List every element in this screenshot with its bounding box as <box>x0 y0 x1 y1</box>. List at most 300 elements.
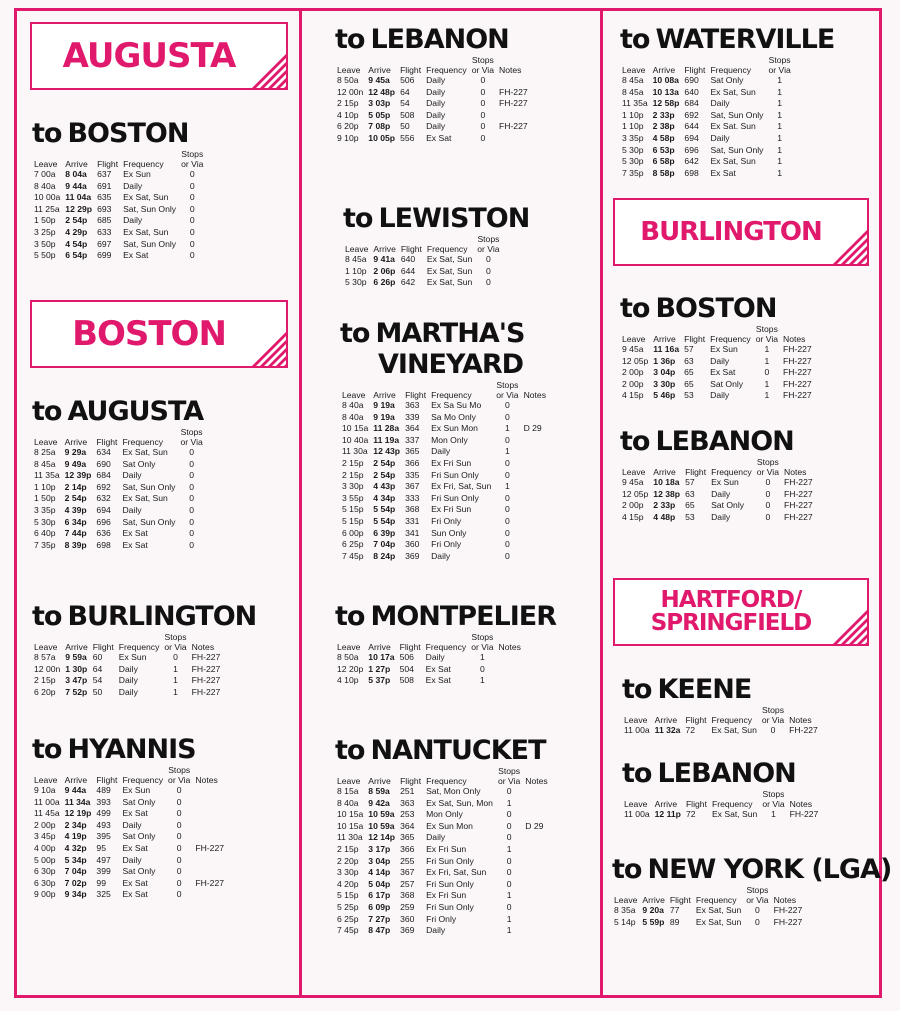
leave-time: 2 15p <box>337 98 359 109</box>
flight-number: 325 <box>96 889 111 900</box>
notes: FH-227 <box>789 809 819 819</box>
stops: 0 <box>480 75 486 85</box>
leave-time: 12 00n <box>34 663 61 674</box>
table-row <box>622 477 818 489</box>
header-row-top <box>622 457 818 467</box>
table-row <box>337 121 533 133</box>
schedule-table <box>614 885 807 928</box>
leave-time: 2 15p <box>337 843 359 854</box>
leave-time: 7 45p <box>342 550 364 561</box>
notes <box>525 844 552 856</box>
header-spacer <box>368 632 399 642</box>
flight-number: 57 <box>684 344 694 354</box>
header-flight: Flight <box>400 65 422 75</box>
table-row <box>337 75 533 87</box>
header-spacer <box>342 380 373 390</box>
header-spacer <box>624 789 655 799</box>
leave-time: 8 40a <box>337 797 359 808</box>
frequency: Daily <box>710 98 730 109</box>
header-flight: Flight <box>400 776 422 786</box>
leave-time: 3 55p <box>342 492 364 503</box>
header-stops: Stops <box>746 885 769 895</box>
header-or-via: or Via <box>762 799 785 809</box>
destination-title <box>32 603 256 630</box>
arrive-time: 11 28a <box>373 423 400 434</box>
header-spacer <box>790 789 824 799</box>
leave-time: 6 25p <box>342 539 364 550</box>
leave-time: 7 00a <box>34 169 56 179</box>
notes <box>499 75 533 87</box>
table-row <box>337 675 526 687</box>
header-or-via: or Via <box>471 642 494 652</box>
frequency: Ex Sat, Sun <box>122 493 168 504</box>
frequency: Sun Only <box>431 527 467 538</box>
frequency: Daily <box>426 109 446 120</box>
header-row-top <box>34 632 225 642</box>
table-row <box>34 447 208 459</box>
flight-number: 556 <box>400 132 415 143</box>
header-spacer <box>670 885 696 895</box>
frequency: Ex Sun Mon <box>431 423 478 434</box>
header-notes: Notes <box>525 776 548 786</box>
leave-time: 5 00p <box>34 854 56 865</box>
header-spacer <box>400 632 426 642</box>
header-stops: Stops <box>768 55 791 65</box>
header-notes: Notes <box>498 642 521 652</box>
stops: 0 <box>765 477 771 487</box>
schedule-table <box>337 632 526 687</box>
stops: 0 <box>189 516 194 527</box>
header-spacer <box>774 885 808 895</box>
stops: 0 <box>189 250 195 261</box>
arrive-time: 5 37p <box>368 675 391 686</box>
stops: 0 <box>176 877 182 888</box>
frequency: Sat Only <box>710 378 744 389</box>
notes <box>524 446 551 458</box>
stops: 0 <box>189 447 194 457</box>
arrive-time: 2 38p <box>652 121 675 132</box>
stops: 0 <box>505 400 510 410</box>
table-row <box>34 250 208 262</box>
header-leave: Leave <box>622 65 646 75</box>
stops: 1 <box>764 390 770 401</box>
destination-name: LEBANON <box>657 758 796 789</box>
arrive-time: 4 32p <box>64 842 87 853</box>
frequency: Ex Sat. Sun <box>710 121 756 132</box>
stops: 0 <box>189 169 195 179</box>
stops: 0 <box>765 488 771 499</box>
header-frequency: Frequency <box>710 65 752 75</box>
header-notes: Notes <box>783 334 806 344</box>
table-row <box>34 493 208 505</box>
leave-time: 7 35p <box>622 167 644 178</box>
flight-number: 253 <box>400 809 415 820</box>
schedule-hfd-keene <box>622 676 823 737</box>
flight-number: 53 <box>684 390 694 401</box>
leave-time: 1 50p <box>34 493 56 504</box>
notes <box>499 664 526 676</box>
arrive-time: 12 11p <box>654 809 681 819</box>
destination-to-prefix: to <box>343 203 373 234</box>
arrive-time: 4 29p <box>65 226 88 237</box>
header-arrive: Arrive <box>64 775 88 785</box>
frequency: Daily <box>710 355 730 366</box>
header-frequency: Frequency <box>122 775 164 785</box>
destination-title <box>335 26 533 53</box>
notes <box>499 133 533 145</box>
leave-time: 5 15p <box>342 515 364 526</box>
notes: D 29 <box>523 423 542 434</box>
table-row <box>342 504 551 516</box>
header-spacer <box>524 380 551 390</box>
schedule-table <box>622 55 796 179</box>
leave-time: 7 45p <box>337 925 359 936</box>
flight-number: 637 <box>97 169 112 179</box>
header-row-top <box>337 766 553 776</box>
header-row <box>624 715 823 725</box>
flight-number: 635 <box>97 192 112 203</box>
header-spacer <box>614 885 642 895</box>
stops: 1 <box>777 109 782 120</box>
header-row-top <box>345 234 505 244</box>
stops: 0 <box>176 808 182 819</box>
leave-time: 11 45a <box>34 808 60 819</box>
stops: 0 <box>506 855 512 866</box>
header-spacer <box>93 632 119 642</box>
header-spacer <box>711 457 757 467</box>
header-spacer <box>34 765 65 775</box>
frequency: Ex Sat, Sun <box>711 725 757 735</box>
stops: 0 <box>189 528 194 539</box>
header-stops: Stops <box>498 766 521 776</box>
frequency: Daily <box>118 675 138 686</box>
stripe-decoration <box>247 49 287 89</box>
frequency: Ex Sat, Sun <box>122 447 168 457</box>
leave-time: 10 15a <box>342 423 369 434</box>
destination-to-prefix: to <box>622 758 652 789</box>
flight-number: 255 <box>400 855 415 866</box>
header-spacer <box>122 427 180 437</box>
notes: FH-227 <box>773 905 803 915</box>
header-stops: Stops <box>762 789 785 799</box>
arrive-time: 3 30p <box>653 378 676 389</box>
frequency: Ex Sat <box>122 889 148 900</box>
arrive-time: 8 59a <box>368 786 390 796</box>
stops: 0 <box>770 725 776 735</box>
arrive-time: 7 52p <box>65 686 88 697</box>
destination-to-prefix: to <box>32 396 62 427</box>
schedule-btv-lebanon <box>620 428 818 523</box>
frequency: Ex Sat, Sun <box>426 265 473 276</box>
arrive-time: 8 39p <box>64 539 87 550</box>
stops: 1 <box>777 86 782 97</box>
stops: 1 <box>777 121 782 132</box>
destination-to-prefix: to <box>335 24 365 55</box>
table-row <box>342 435 551 447</box>
notes <box>499 110 533 122</box>
arrive-time: 11 34a <box>64 796 91 807</box>
frequency: Daily <box>122 819 142 830</box>
arrive-time: 1 36p <box>653 355 676 366</box>
notes: FH-227 <box>783 500 813 511</box>
frequency: Ex Sat, Sun <box>426 277 473 288</box>
header-notes: Notes <box>789 799 813 809</box>
arrive-time: 9 44a <box>65 180 87 191</box>
arrive-time: 10 18a <box>653 477 680 487</box>
flight-number: 690 <box>684 75 699 85</box>
flight-number: 691 <box>97 180 112 191</box>
header-stops: Stops <box>496 380 519 390</box>
leave-time: 10 15a <box>337 809 364 820</box>
table-row <box>34 831 229 843</box>
notes: FH-227 <box>783 477 813 487</box>
leave-time: 8 50a <box>337 652 359 662</box>
stops: 1 <box>506 797 512 808</box>
arrive-time: 8 04a <box>65 169 87 179</box>
leave-time: 8 15a <box>337 786 359 796</box>
flight-number: 333 <box>405 492 420 503</box>
stops: 1 <box>777 75 782 85</box>
flight-number: 339 <box>405 411 420 422</box>
leave-time: 11 00a <box>624 809 650 819</box>
frequency: Daily <box>426 832 446 843</box>
arrive-time: 10 05p <box>368 132 396 143</box>
table-row <box>34 192 208 204</box>
arrive-time: 8 47p <box>368 925 391 936</box>
table-row <box>34 687 225 699</box>
stops: 0 <box>173 652 178 662</box>
destination-to-prefix: to <box>335 601 365 632</box>
header-flight: Flight <box>685 715 707 725</box>
leave-time: 8 57a <box>34 652 56 662</box>
header-spacer <box>400 55 426 65</box>
frequency: Daily <box>118 686 138 697</box>
frequency: Daily <box>426 98 446 109</box>
schedule-table <box>34 149 208 262</box>
destination-name: LEWISTON <box>378 203 530 234</box>
leave-time: 9 10a <box>34 785 56 795</box>
header-spacer <box>655 789 686 799</box>
stops: 0 <box>486 254 491 264</box>
notes <box>525 856 552 868</box>
notes <box>195 866 229 878</box>
header-stops: Stops <box>756 457 779 467</box>
header-frequency: Frequency <box>118 642 160 652</box>
frequency: Sat, Sun Only <box>123 203 177 214</box>
frequency: Daily <box>431 446 451 457</box>
header-or-via: or Via <box>181 159 204 169</box>
notes: FH-227 <box>195 842 224 853</box>
table-row <box>337 832 553 844</box>
flight-number: 489 <box>96 785 111 795</box>
destination-name: KEENE <box>657 674 752 705</box>
leave-time: 8 45a <box>622 75 644 85</box>
table-row <box>622 98 796 110</box>
header-or-via: or Via <box>756 467 779 477</box>
leave-time: 12 05p <box>622 355 649 366</box>
table-row <box>337 809 553 821</box>
header-stops: Stops <box>762 705 785 715</box>
leave-time: 11 25a <box>34 203 60 214</box>
header-stops: Stops <box>471 55 494 65</box>
destination-name: NEW YORK (LGA) <box>647 854 892 885</box>
header-spacer <box>622 324 653 334</box>
frequency: Mon Only <box>431 434 468 445</box>
arrive-time: 9 19a <box>373 400 395 410</box>
header-arrive: Arrive <box>64 437 88 447</box>
arrive-time: 6 26p <box>373 277 396 288</box>
stops: 1 <box>777 167 782 178</box>
header-row <box>614 895 807 905</box>
arrive-time: 3 17p <box>368 843 391 854</box>
destination-name: BOSTON <box>67 118 189 149</box>
destination-title <box>32 120 208 147</box>
stops: 0 <box>189 458 194 469</box>
header-spacer <box>65 149 97 159</box>
header-row <box>624 799 823 809</box>
column-divider-left <box>299 8 302 998</box>
arrive-time: 9 44a <box>64 785 87 795</box>
header-row-top <box>622 324 817 334</box>
flight-number: 54 <box>92 675 103 686</box>
flight-number: 54 <box>400 98 410 109</box>
arrive-time: 4 14p <box>368 867 391 878</box>
header-notes: Notes <box>498 65 522 75</box>
schedule-bos-marthas-vineyard <box>340 320 551 562</box>
destination-title <box>622 760 823 787</box>
header-spacer <box>405 380 431 390</box>
table-row <box>337 867 553 879</box>
arrive-time: 2 54p <box>373 469 396 480</box>
arrive-time: 12 58p <box>652 98 680 109</box>
leave-time: 12 20p <box>337 663 364 674</box>
leave-time: 6 20p <box>34 686 56 697</box>
arrive-time: 6 34p <box>64 516 87 527</box>
leave-time: 4 15p <box>622 511 644 522</box>
leave-time: 4 15p <box>622 390 644 401</box>
stops: 1 <box>777 156 782 167</box>
frequency: Ex Sa Su Mo <box>431 400 482 410</box>
header-frequency: Frequency <box>695 895 737 905</box>
flight-number: 369 <box>405 550 420 561</box>
header-row-top <box>622 55 796 65</box>
header-spacer <box>337 766 368 776</box>
notes <box>195 820 229 832</box>
table-row <box>342 551 551 563</box>
stops: 0 <box>189 180 195 191</box>
notes <box>524 400 551 412</box>
header-spacer <box>686 789 712 799</box>
arrive-time: 2 54p <box>65 215 88 226</box>
header-leave: Leave <box>337 642 361 652</box>
arrive-time: 4 19p <box>64 831 87 842</box>
schedule-bos-nantucket <box>335 737 553 937</box>
table-row <box>622 87 796 99</box>
arrive-time: 5 54p <box>373 504 396 515</box>
stops: 0 <box>506 867 512 878</box>
notes <box>195 785 229 797</box>
schedule-bos-augusta <box>32 398 208 551</box>
notes <box>195 808 229 820</box>
destination-name: WATERVILLE <box>655 24 835 55</box>
frequency: Daily <box>122 854 142 865</box>
leave-time: 9 00p <box>34 889 56 900</box>
leave-time: 8 40a <box>34 180 56 191</box>
notes <box>525 890 552 902</box>
destination-name: BOSTON <box>655 293 777 324</box>
notes: FH-227 <box>191 675 221 686</box>
notes: FH-227 <box>783 511 813 522</box>
table-row <box>622 512 818 524</box>
stripe-decoration <box>828 225 868 265</box>
stripe-decoration <box>828 605 868 645</box>
header-leave: Leave <box>34 437 58 447</box>
stops: 0 <box>505 434 510 445</box>
destination-name: MARTHA'S <box>375 318 525 349</box>
schedule-bos-hyannis <box>32 736 229 901</box>
header-spacer <box>345 234 373 244</box>
header-leave: Leave <box>34 775 58 785</box>
header-spacer <box>525 766 552 776</box>
flight-number: 393 <box>96 796 111 807</box>
stops: 0 <box>505 469 510 480</box>
stops: 0 <box>765 511 771 522</box>
leave-time: 5 30p <box>622 156 644 167</box>
notes: FH-227 <box>195 877 224 888</box>
destination-name: LEBANON <box>370 24 509 55</box>
header-row-top <box>624 705 823 715</box>
header-spacer <box>710 324 756 334</box>
frequency: Daily <box>710 390 730 401</box>
header-spacer <box>622 55 653 65</box>
header-spacer <box>373 234 400 244</box>
arrive-time: 7 04p <box>64 866 87 877</box>
flight-number: 63 <box>685 488 695 499</box>
table-row <box>337 856 553 868</box>
frequency: Fri Sun Only <box>426 878 474 889</box>
destination-to-prefix: to <box>620 293 650 324</box>
table-row <box>34 227 208 239</box>
arrive-time: 12 39p <box>64 470 92 481</box>
header-spacer <box>789 705 823 715</box>
schedule-table <box>337 766 553 937</box>
header-flight: Flight <box>405 390 427 400</box>
arrive-time: 4 48p <box>653 511 676 522</box>
header-spacer <box>642 885 669 895</box>
stops: 0 <box>479 663 485 674</box>
stops: 1 <box>777 144 782 155</box>
table-row <box>622 500 818 512</box>
arrive-time: 2 06p <box>373 265 396 276</box>
header-stops: Stops <box>181 149 204 159</box>
flight-number: 72 <box>685 809 696 819</box>
notes: FH-227 <box>191 686 221 697</box>
header-frequency: Frequency <box>426 776 467 786</box>
schedule-table <box>345 234 505 289</box>
arrive-time: 2 54p <box>373 457 396 468</box>
header-spacer <box>684 324 710 334</box>
arrive-time: 8 24p <box>373 550 396 561</box>
frequency: Ex Fri Sun <box>426 843 467 854</box>
leave-time: 6 25p <box>337 913 359 924</box>
stops: 0 <box>755 916 760 927</box>
notes <box>195 831 229 843</box>
flight-number: 89 <box>669 916 680 927</box>
destination-title <box>32 736 229 763</box>
table-row <box>337 98 533 110</box>
flight-number: 644 <box>400 265 416 276</box>
schedule-bos-waterville <box>620 26 834 179</box>
